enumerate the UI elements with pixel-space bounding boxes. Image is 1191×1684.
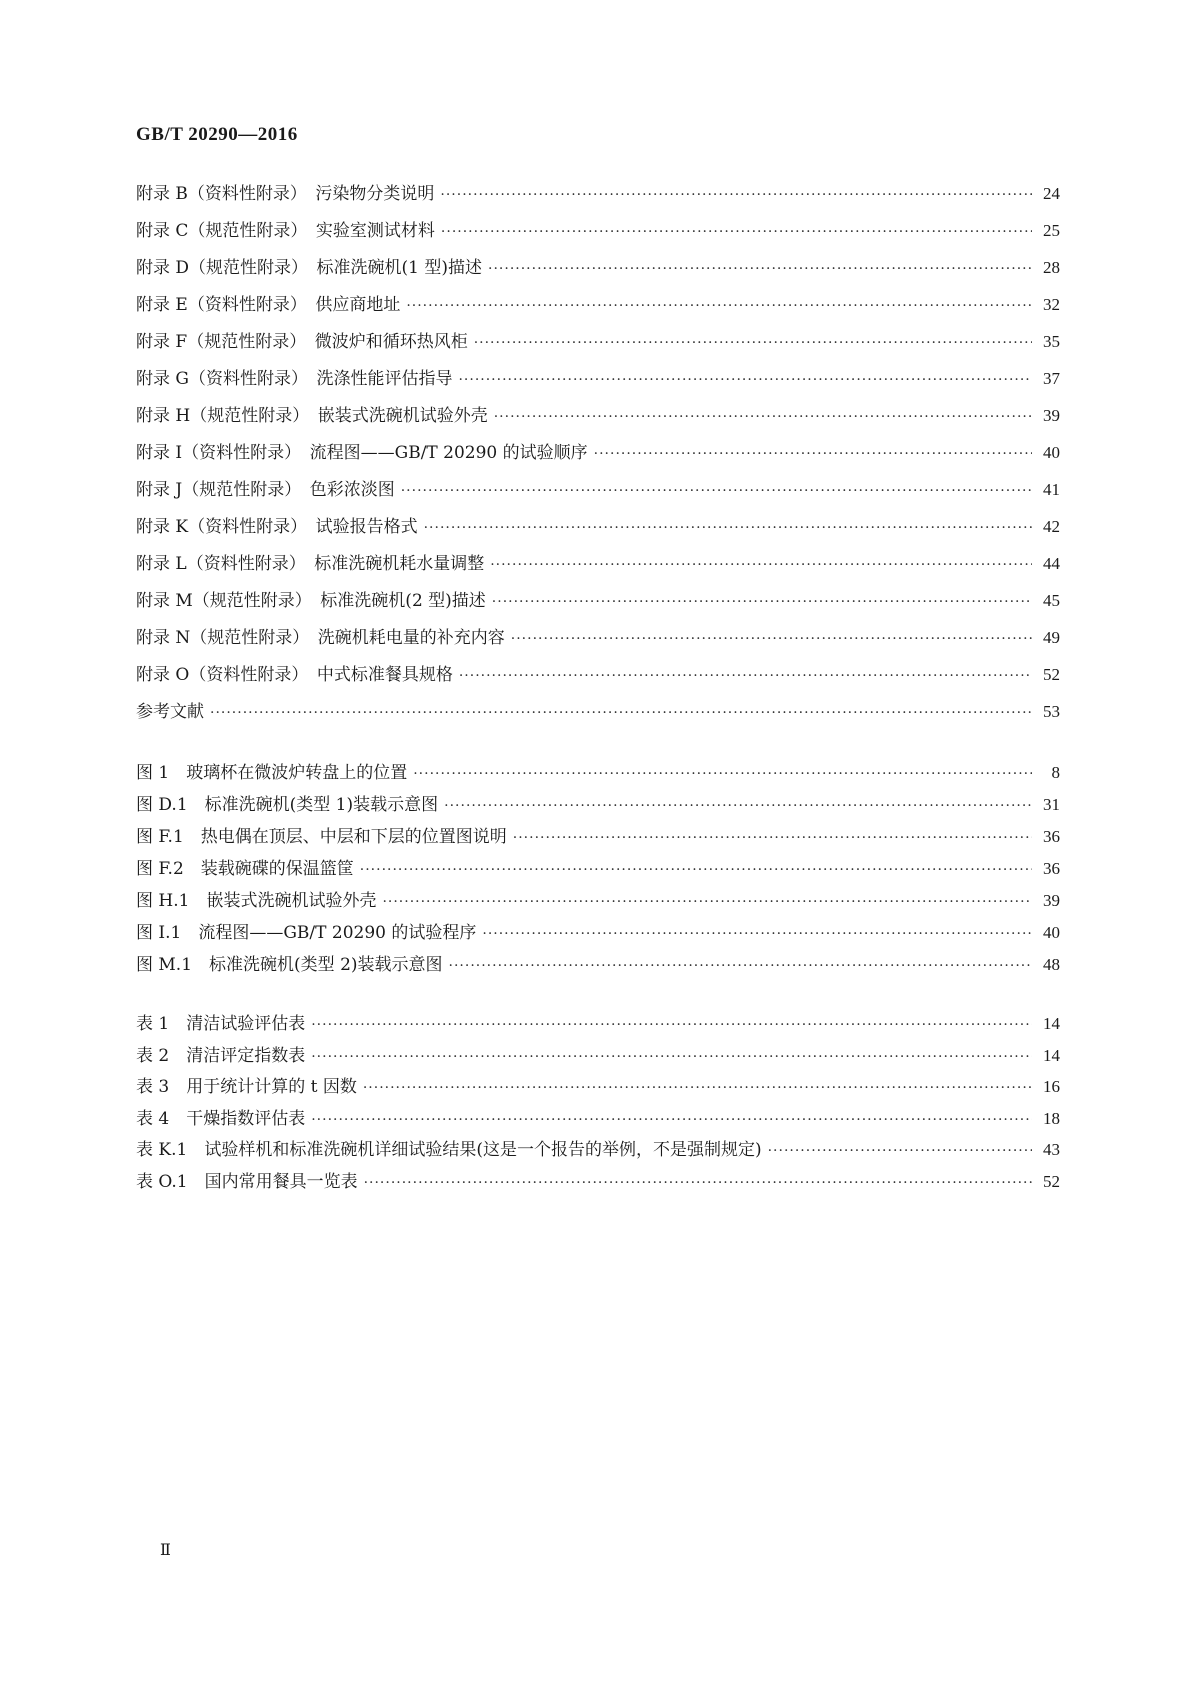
toc-entry[interactable] (136, 212, 1060, 249)
toc-entry[interactable] (136, 360, 1060, 397)
toc-figure-entry[interactable] (136, 885, 1060, 917)
toc-entry[interactable] (136, 656, 1060, 693)
dot-leader (459, 658, 1032, 695)
toc-figure-entry[interactable] (136, 949, 1060, 981)
toc-table-list (136, 1008, 1060, 1197)
dot-leader (311, 1042, 1032, 1074)
toc-entry-label: 图 D.1 标准洗碗机(类型 1)装载示意图 (136, 795, 439, 815)
dot-leader (311, 1010, 1032, 1042)
toc-table-entry[interactable] (136, 1103, 1060, 1135)
toc-entry[interactable] (136, 508, 1060, 545)
toc-entry-page: 36 (1043, 827, 1060, 846)
toc-table-entry[interactable] (136, 1134, 1060, 1166)
toc-entry-label: 附录 M（规范性附录） 标准洗碗机(2 型)描述 (136, 591, 486, 611)
toc-entry-label: 表 K.1 试验样机和标准洗碗机详细试验结果(这是一个报告的举例，不是强制规定) (136, 1140, 762, 1160)
toc-entry-page: 14 (1043, 1014, 1060, 1033)
toc-entry-page: 8 (1051, 763, 1060, 782)
toc-entry-label: 附录 B（资料性附录） 污染物分类说明 (136, 184, 435, 204)
toc-entry[interactable] (136, 619, 1060, 656)
toc-entry[interactable] (136, 397, 1060, 434)
toc-entry-page: 52 (1043, 665, 1060, 684)
dot-leader (210, 695, 1032, 732)
page-number: Ⅱ (160, 1542, 171, 1559)
toc-entry[interactable] (136, 249, 1060, 286)
toc-entry-label: 表 O.1 国内常用餐具一览表 (136, 1171, 358, 1192)
toc-entry-label: 附录 K（资料性附录） 试验报告格式 (136, 517, 418, 537)
toc-entry-label: 附录 E（资料性附录） 供应商地址 (136, 295, 401, 315)
toc-table-entry[interactable] (136, 1071, 1060, 1103)
toc-entry-page: 16 (1043, 1077, 1060, 1096)
toc-entry-page: 35 (1043, 332, 1060, 351)
dot-leader (406, 288, 1032, 325)
dot-leader (440, 177, 1032, 214)
toc-entry-page: 31 (1043, 795, 1060, 814)
toc-entry-page: 25 (1043, 221, 1060, 240)
dot-leader (401, 473, 1032, 510)
dot-leader (488, 251, 1032, 288)
toc-entry-label: 表 2 清洁评定指数表 (136, 1045, 306, 1066)
toc-figure-entry[interactable] (136, 917, 1060, 949)
toc-figure-entry[interactable] (136, 821, 1060, 853)
toc-entry-label: 附录 F（规范性附录） 微波炉和循环热风柜 (136, 332, 468, 352)
toc-entry-label: 图 M.1 标准洗碗机(类型 2)装载示意图 (136, 955, 443, 975)
toc-entry-page: 36 (1043, 859, 1060, 878)
dot-leader (594, 436, 1032, 473)
document-code-header: GB/T 20290—2016 (136, 124, 298, 145)
toc-entry-page: 24 (1043, 184, 1060, 203)
dot-leader (494, 399, 1032, 436)
toc-figure-entry[interactable] (136, 853, 1060, 885)
toc-figure-list (136, 757, 1060, 981)
toc-entry[interactable] (136, 323, 1060, 360)
dot-leader (513, 822, 1032, 854)
toc-entry[interactable] (136, 582, 1060, 619)
toc-entry-label: 图 F.1 热电偶在顶层、中层和下层的位置图说明 (136, 827, 507, 847)
dot-leader (458, 362, 1032, 399)
toc-entry-page: 44 (1043, 554, 1060, 573)
toc-entry-page: 39 (1043, 891, 1060, 910)
toc-entry-label: 附录 O（资料性附录） 中式标准餐具规格 (136, 665, 453, 685)
toc-entry-page: 43 (1043, 1140, 1060, 1159)
toc-figure-entry[interactable] (136, 789, 1060, 821)
toc-entry-label: 图 1 玻璃杯在微波炉转盘上的位置 (136, 763, 408, 783)
toc-entry-label: 附录 G（资料性附录） 洗涤性能评估指导 (136, 369, 453, 389)
toc-entry-label: 附录 C（规范性附录） 实验室测试材料 (136, 221, 435, 241)
toc-entry-page: 28 (1043, 258, 1060, 277)
toc-entry-label: 附录 J（规范性附录） 色彩浓淡图 (136, 480, 395, 500)
toc-entry-label: 附录 D（规范性附录） 标准洗碗机(1 型)描述 (136, 258, 483, 278)
toc-entry-label: 表 4 干燥指数评估表 (136, 1108, 306, 1129)
toc-entry-page: 14 (1043, 1045, 1060, 1065)
toc-entry-label: 表 1 清洁试验评估表 (136, 1014, 306, 1034)
toc-figure-entry[interactable] (136, 757, 1060, 789)
toc-table-entry[interactable] (136, 1040, 1060, 1072)
toc-entry-page: 37 (1043, 369, 1060, 388)
dot-leader (449, 950, 1032, 982)
dot-leader (364, 1168, 1032, 1200)
toc-entry[interactable] (136, 434, 1060, 471)
toc-entry-page: 18 (1043, 1108, 1060, 1128)
dot-leader (382, 886, 1032, 918)
toc-entry-label: 附录 H（规范性附录） 嵌装式洗碗机试验外壳 (136, 406, 488, 426)
toc-entry-page: 53 (1043, 702, 1060, 721)
toc-entry-label: 表 3 用于统计计算的 t 因数 (136, 1077, 357, 1097)
toc-entry-label: 附录 I（资料性附录） 流程图——GB/T 20290 的试验顺序 (136, 443, 588, 463)
dot-leader (490, 547, 1032, 584)
toc-entry[interactable] (136, 471, 1060, 508)
toc-entry[interactable] (136, 545, 1060, 582)
toc-entry-page: 40 (1043, 443, 1060, 462)
toc-entry-label: 图 F.2 装载碗碟的保温篮筐 (136, 859, 354, 879)
dot-leader (492, 584, 1032, 621)
toc-entry-page: 42 (1043, 517, 1060, 536)
toc-entry-label: 附录 L（资料性附录） 标准洗碗机耗水量调整 (136, 554, 485, 574)
toc-table-entry[interactable] (136, 1166, 1060, 1198)
toc-annex-list (136, 175, 1060, 730)
dot-leader (363, 1073, 1032, 1105)
toc-entry-page: 41 (1043, 480, 1060, 499)
toc-entry-page: 32 (1043, 295, 1060, 314)
dot-leader (360, 854, 1032, 886)
toc-entry[interactable] (136, 175, 1060, 212)
toc-entry-label: 附录 N（规范性附录） 洗碗机耗电量的补充内容 (136, 628, 505, 648)
dot-leader (482, 918, 1032, 950)
toc-entry-page: 48 (1043, 955, 1060, 974)
toc-entry-label: 图 I.1 流程图——GB/T 20290 的试验程序 (136, 923, 477, 943)
toc-entry-page: 49 (1043, 628, 1060, 647)
dot-leader (444, 790, 1032, 822)
toc-entry-page: 39 (1043, 406, 1060, 425)
toc-table-entry[interactable] (136, 1008, 1060, 1040)
dot-leader (768, 1136, 1032, 1168)
dot-leader (511, 621, 1032, 658)
toc-entry[interactable] (136, 286, 1060, 323)
toc-entry-label: 图 H.1 嵌装式洗碗机试验外壳 (136, 891, 377, 911)
dot-leader (441, 214, 1032, 251)
toc-entry-page: 40 (1043, 923, 1060, 942)
toc-entry-label: 参考文献 (136, 702, 204, 722)
dot-leader (424, 510, 1032, 547)
dot-leader (413, 758, 1032, 790)
toc-entry-page: 45 (1043, 591, 1060, 610)
dot-leader (311, 1105, 1032, 1137)
toc-entry-references[interactable] (136, 693, 1060, 730)
dot-leader (474, 325, 1032, 362)
toc-entry-page: 52 (1043, 1171, 1060, 1191)
